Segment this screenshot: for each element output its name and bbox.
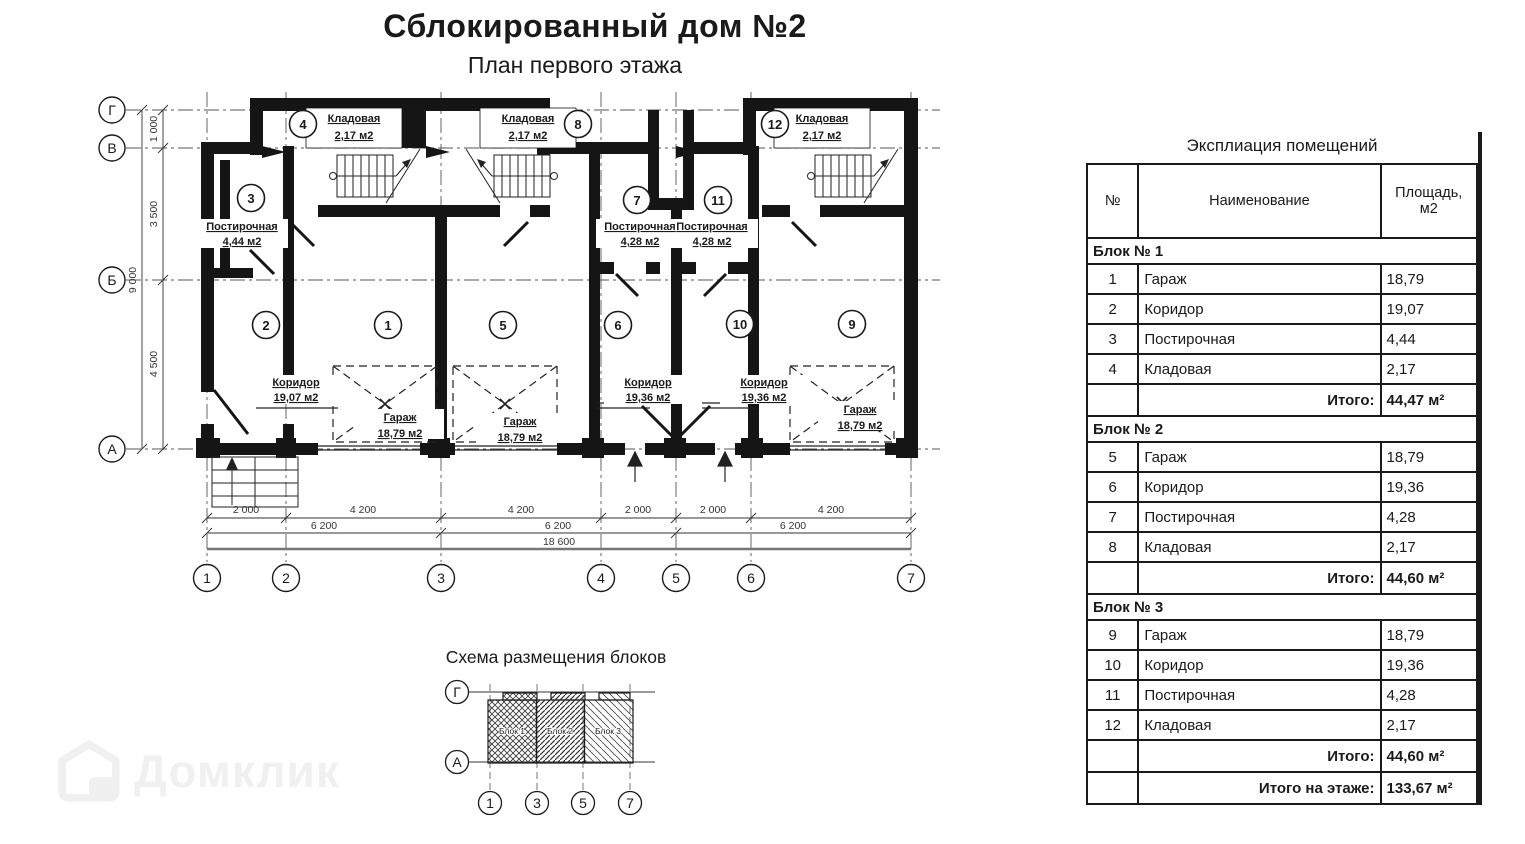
table-row: 5 Гараж 18,79 <box>1087 442 1477 472</box>
exterior-stair-icon <box>212 457 298 507</box>
sheet-subtitle: План первого этажа <box>467 52 683 78</box>
svg-text:Кладовая: Кладовая <box>501 113 555 125</box>
explication-table <box>1086 132 1482 805</box>
dim-left-2: 3 500 <box>148 200 160 228</box>
axis-row-v: В <box>107 140 117 156</box>
svg-text:5: 5 <box>499 318 507 333</box>
svg-text:2: 2 <box>262 318 270 333</box>
dim-b9: 6 200 <box>779 520 807 532</box>
svg-text:3: 3 <box>247 191 255 206</box>
dim-b2: 4 200 <box>349 504 377 516</box>
house-logo-icon <box>58 740 120 802</box>
svg-text:Постирочная: Постирочная <box>676 221 748 233</box>
block-placement-schema <box>420 645 720 844</box>
svg-text:11: 11 <box>711 193 725 208</box>
threshold-lines <box>256 403 885 450</box>
dim-b5: 2 000 <box>699 504 727 516</box>
axis-row-b: Б <box>107 272 117 288</box>
axis-row-a: А <box>107 441 117 457</box>
svg-text:4: 4 <box>299 117 307 132</box>
svg-text:2,17 м2: 2,17 м2 <box>508 130 548 142</box>
svg-text:1: 1 <box>384 318 392 333</box>
dim-b4: 2 000 <box>624 504 652 516</box>
schema-col-1: 1 <box>486 795 494 811</box>
col-header-name: Наименование <box>1138 164 1380 238</box>
dim-left-total: 9 000 <box>127 266 139 294</box>
svg-text:Коридор: Коридор <box>272 377 320 389</box>
schema-row-a: А <box>452 754 462 770</box>
block-total-row: Итого: 44,60 м² <box>1087 740 1477 772</box>
dim-b1: 2 000 <box>232 504 260 516</box>
stairs-icon <box>330 149 899 203</box>
dim-left-1: 1 000 <box>148 115 160 143</box>
dim-b3: 4 200 <box>507 504 535 516</box>
table-row: 4 Кладовая 2,17 <box>1087 354 1477 384</box>
table-row: 1 Гараж 18,79 <box>1087 264 1477 294</box>
sheet-title: Сблокированный дом №2 <box>383 8 807 44</box>
svg-text:19,07 м2: 19,07 м2 <box>273 392 319 404</box>
schema-col-5: 5 <box>579 795 587 811</box>
explication-title: Эксплиация помещений <box>1186 136 1378 155</box>
schema-col-3: 3 <box>533 795 541 811</box>
block-header-row: Блок № 1 <box>1087 238 1477 264</box>
svg-text:Коридор: Коридор <box>624 377 672 389</box>
axis-col-1: 1 <box>203 570 211 586</box>
dim-total: 18 600 <box>542 536 576 548</box>
dim-b7: 6 200 <box>310 520 338 532</box>
axis-col-2: 2 <box>282 570 290 586</box>
watermark-text: Домклик <box>134 745 340 797</box>
table-row: 11 Постирочная 4,28 <box>1087 680 1477 710</box>
schema-title: Схема размещения блоков <box>445 647 667 667</box>
axis-col-7: 7 <box>907 570 915 586</box>
table-row: 3 Постирочная 4,44 <box>1087 324 1477 354</box>
dim-b8: 6 200 <box>544 520 572 532</box>
table-row: 10 Коридор 19,36 <box>1087 650 1477 680</box>
watermark <box>58 740 340 802</box>
table-row: 8 Кладовая 2,17 <box>1087 532 1477 562</box>
svg-text:Кладовая: Кладовая <box>327 113 381 125</box>
floor-plan <box>85 85 960 615</box>
col-header-num: № <box>1087 164 1138 238</box>
dim-b6: 4 200 <box>817 504 845 516</box>
floor-total-row: Итого на этаже: 133,67 м² <box>1087 772 1477 804</box>
axis-col-5: 5 <box>672 570 680 586</box>
block-header-row: Блок № 2 <box>1087 416 1477 442</box>
schema-block-2-label: Блок 2 <box>546 726 574 736</box>
svg-text:Гараж: Гараж <box>843 404 877 416</box>
svg-text:Гараж: Гараж <box>503 416 537 428</box>
table-row: 12 Кладовая 2,17 <box>1087 710 1477 740</box>
svg-text:2,17 м2: 2,17 м2 <box>334 130 374 142</box>
table-row: 2 Коридор 19,07 <box>1087 294 1477 324</box>
svg-text:4,44 м2: 4,44 м2 <box>222 236 262 248</box>
svg-text:19,36 м2: 19,36 м2 <box>741 392 787 404</box>
svg-text:4,28 м2: 4,28 м2 <box>692 236 732 248</box>
axis-col-3: 3 <box>437 570 445 586</box>
svg-text:12: 12 <box>767 117 783 132</box>
dim-left-3: 4 500 <box>148 350 160 378</box>
block-total-row: Итого: 44,60 м² <box>1087 562 1477 594</box>
schema-block-3-label: Блок 3 <box>594 726 622 736</box>
schema-row-g: Г <box>453 684 461 700</box>
svg-text:Постирочная: Постирочная <box>206 221 278 233</box>
svg-text:2,17 м2: 2,17 м2 <box>802 130 842 142</box>
svg-text:Кладовая: Кладовая <box>795 113 849 125</box>
svg-text:18,79 м2: 18,79 м2 <box>497 432 543 444</box>
svg-text:8: 8 <box>574 117 582 132</box>
svg-text:6: 6 <box>614 318 622 333</box>
svg-text:Постирочная: Постирочная <box>604 221 676 233</box>
col-header-area: Площадь, м2 <box>1381 164 1477 238</box>
svg-text:Коридор: Коридор <box>740 377 788 389</box>
schema-col-7: 7 <box>626 795 634 811</box>
svg-text:7: 7 <box>633 193 641 208</box>
svg-text:19,36 м2: 19,36 м2 <box>625 392 671 404</box>
col-axis-bubbles <box>194 565 925 592</box>
svg-text:9: 9 <box>848 317 856 332</box>
schema-block-1-label: Блок 1 <box>498 726 526 736</box>
svg-text:4,28 м2: 4,28 м2 <box>620 236 660 248</box>
table-row: 6 Коридор 19,36 <box>1087 472 1477 502</box>
axis-row-g: Г <box>108 102 116 118</box>
left-dimension-lines <box>137 105 168 454</box>
svg-text:10: 10 <box>732 317 748 332</box>
svg-text:18,79 м2: 18,79 м2 <box>837 420 883 432</box>
svg-text:18,79 м2: 18,79 м2 <box>377 428 423 440</box>
block-total-row: Итого: 44,47 м² <box>1087 384 1477 416</box>
table-row: 7 Постирочная 4,28 <box>1087 502 1477 532</box>
svg-text:Гараж: Гараж <box>383 412 417 424</box>
axis-col-6: 6 <box>747 570 755 586</box>
table-row: 9 Гараж 18,79 <box>1087 620 1477 650</box>
table-header-row <box>1087 164 1477 238</box>
axis-col-4: 4 <box>597 570 605 586</box>
block-header-row: Блок № 3 <box>1087 594 1477 620</box>
